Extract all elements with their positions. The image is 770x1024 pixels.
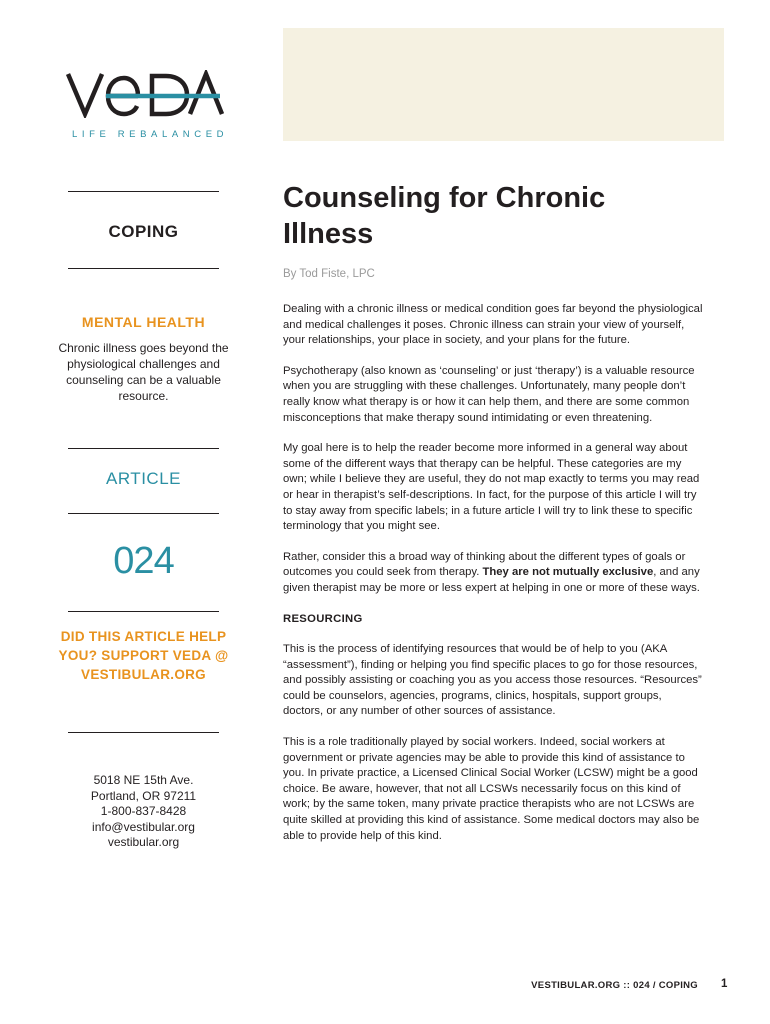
paragraph: Psychotherapy (also known as ‘counseling’ or just ‘therapy’) is a valuable resource when you are struggling with these challenges. Unfortunately, many people don’t really know what therapy is or how it can help them, and there are some common misconceptions that make therapy sound intimidating or even threatening.: [283, 364, 695, 424]
email-link[interactable]: info@vestibular.org: [92, 819, 195, 834]
veda-logo: [66, 70, 224, 118]
veda-logo-icon: [66, 70, 224, 118]
article-body: [283, 302, 703, 859]
contact-address: [58, 773, 229, 851]
category-label: COPING: [108, 222, 179, 241]
sidebar-divider: [68, 732, 219, 733]
page-number: 1: [721, 978, 728, 990]
sidebar-divider: [68, 268, 219, 269]
sidebar-divider: [68, 448, 219, 449]
support-link[interactable]: DID THIS ARTICLE HELP YOU? SUPPORT VEDA @ VESTIBULAR.ORG: [58, 629, 229, 682]
paragraph-text: Rather, consider this a broad way of thinking about the different types of goals or outcomes you could seek from therapy.: [283, 550, 686, 579]
article-title: Counseling for Chronic Illness: [283, 182, 606, 250]
section-heading: RESOURCING: [283, 612, 363, 625]
article-byline: By Tod Fiste, LPC: [283, 268, 375, 280]
page-footer: VESTIBULAR.ORG :: 024 / COPING: [531, 980, 698, 991]
address-line: Portland, OR 97211: [90, 788, 197, 803]
address-line: 5018 NE 15th Ave.: [93, 773, 194, 787]
bold-text: They are not mutually exclusive: [482, 566, 654, 579]
topic-heading: MENTAL HEALTH: [81, 314, 206, 330]
sidebar-divider: [68, 611, 219, 612]
paragraph: This is the process of identifying resources that would be of help to you (AKA “assessment”), finding or helping you find specific places to go for those resources, and possibly assisting or coaching you as you access those resources. “Resources” could be counselors, agencies, programs, clinics, hospitals, support groups, doctors, or any number of other sources of assistance.: [283, 643, 702, 718]
paragraph: [283, 550, 703, 597]
topic-description: Chronic illness goes beyond the physiological challenges and counseling can be a valuable resource.: [58, 341, 229, 403]
brand-tagline: LIFE REBALANCED: [72, 129, 229, 140]
article-label: ARTICLE: [106, 469, 181, 488]
header-banner: [283, 28, 724, 141]
sidebar-divider: [68, 191, 219, 192]
sidebar-divider: [68, 513, 219, 514]
paragraph: My goal here is to help the reader become more informed in a general way about some of the different ways that therapy can be helpful. These categories are my own; while I believe they are useful, they do not map exactly to terms you may read or hear in therapist’s self-descriptions. In fact, for the purpose of this article I will try to stay away from specific labels; in a future article I will try to link these to specific terminology that you might see.: [283, 442, 700, 533]
phone-number[interactable]: 1-800-837-8428: [100, 804, 187, 819]
paragraph: This is a role traditionally played by social workers. Indeed, social workers at government or private agencies may be able to provide this kind of assistance to you. In private practice, a Licensed Clinical Social Worker (LCSW) might be a good choice. Be aware, however, that not all LCSWs necessarily focus on this kind of work; by the same token, many private practice therapists who are not LCSWs are quite skilled at providing this kind of assistance. Some medical doctors may also be able to provide help of this kind.: [283, 736, 700, 842]
website-link[interactable]: vestibular.org: [107, 835, 180, 850]
paragraph-text: , and any given therapist may be more or less expert at helping in one or more of these ways.: [283, 566, 700, 594]
article-number: 024: [113, 540, 174, 582]
paragraph: Dealing with a chronic illness or medical condition goes far beyond the physiological and medical challenges it poses. Chronic illness can strain your view of yourself, your relationships, your place in society, and your plans for the future.: [283, 303, 703, 347]
